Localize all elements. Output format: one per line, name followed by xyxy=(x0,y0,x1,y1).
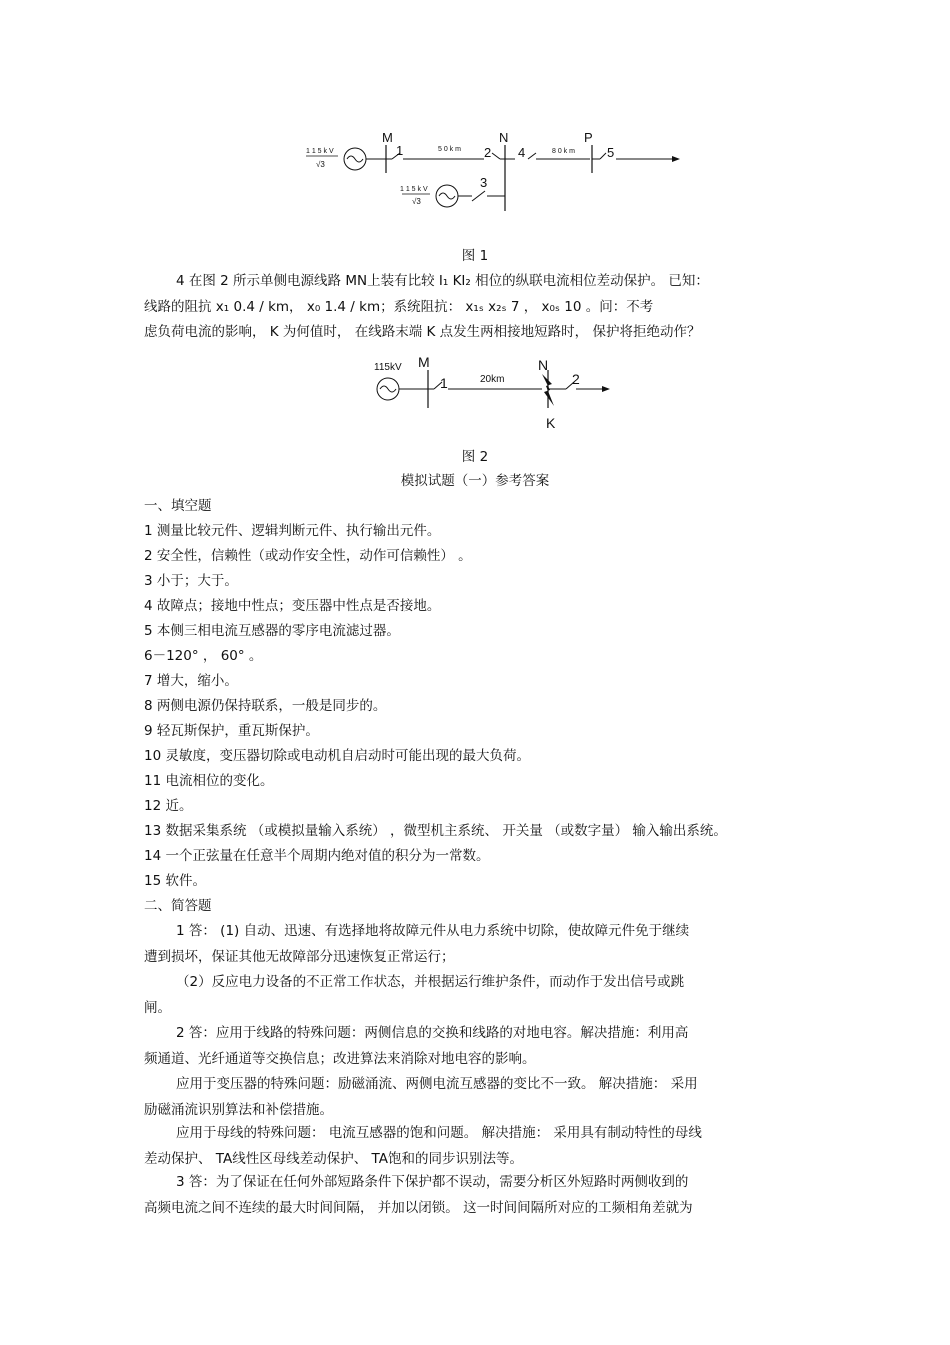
fig2-label-k: K xyxy=(546,415,556,431)
fig2-label-2: 2 xyxy=(572,371,580,387)
answer-paragraph-line: （2）反应电力设备的不正常工作状态，并根据运行维护条件，而动作于发出信号或跳 xyxy=(176,974,685,990)
q4-line-1: 4 在图 2 所示单侧电源线路 MN上装有比较 I₁ KI₂ 相位的纵联电流相位差动保护。 已知： xyxy=(176,273,709,289)
answer-item: 8 两侧电源仍保持联系，一般是同步的。 xyxy=(144,698,387,714)
answer-item: 5 本侧三相电流互感器的零序电流滤过器。 xyxy=(144,623,400,639)
answer-paragraph-line: 1 答： (1) 自动、迅速、有选择地将故障元件从电力系统中切除，使故障元件免于继续 xyxy=(176,923,690,939)
fig2-label-1: 1 xyxy=(440,375,448,391)
fig1-label-m: M xyxy=(382,130,393,145)
answer-item: 11 电流相位的变化。 xyxy=(144,773,274,789)
answer-item: 3 小于；大于。 xyxy=(144,573,238,589)
answer-item: 13 数据采集系统 （或模拟量输入系统） ，微型机主系统、 开关量 （或数字量） 输入输出系统。 xyxy=(144,823,727,839)
q4-line-3: 虑负荷电流的影响， K 为何值时， 在线路末端 K 点发生两相接地短路时， 保护将拒绝动作？ xyxy=(144,324,701,340)
figure-1-diagram xyxy=(300,125,690,220)
answer-paragraph-line: 遭到损坏，保证其他无故障部分迅速恢复正常运行； xyxy=(144,949,455,965)
fig2-dist: 20km xyxy=(480,374,505,385)
answer-item: 14 一个正弦量在任意半个周期内绝对值的积分为一常数。 xyxy=(144,848,490,864)
answer-item: 9 轻瓦斯保护，重瓦斯保护。 xyxy=(144,723,319,739)
answer-paragraph-line: 应用于变压器的特殊问题：励磁涌流、两侧电流互感器的变比不一致。 解决措施： 采用 xyxy=(176,1076,698,1092)
section-1-heading: 一、填空题 xyxy=(144,498,212,514)
fig1-label-5: 5 xyxy=(607,145,615,160)
answers-title: 模拟试题（一）参考答案 xyxy=(400,473,550,489)
answer-item: 4 故障点；接地中性点；变压器中性点是否接地。 xyxy=(144,598,441,614)
figure-1-caption: 图 1 xyxy=(461,248,489,264)
answer-item: 12 近。 xyxy=(144,798,193,814)
arrow-right-icon xyxy=(602,386,610,392)
figure-2-caption: 图 2 xyxy=(461,449,489,465)
answer-paragraph-line: 高频电流之间不连续的最大时间间隔， 并加以闭锁。 这一时间间隔所对应的工频相角差就为 xyxy=(144,1200,693,1216)
answer-item: 6－120° ， 60° 。 xyxy=(144,648,263,664)
q4-line-2: 线路的阻抗 x₁ 0.4 / km， x₀ 1.4 / km；系统阻抗： x₁ₛ x₂ₛ 7 ， x₀ₛ 10 。问：不考 xyxy=(144,299,654,315)
answer-item: 10 灵敏度，变压器切除或电动机自启动时可能出现的最大负荷。 xyxy=(144,748,530,764)
fig1-label-p: P xyxy=(584,130,593,145)
fig1-src1-sqrt: √3 xyxy=(316,160,325,169)
fig2-label-n: N xyxy=(538,357,549,373)
fig1-src2-sqrt: √3 xyxy=(412,197,421,206)
fig1-src2-kv: 1 1 5 k V xyxy=(400,186,428,193)
answer-paragraph-line: 频通道、光纤通道等交换信息；改进算法来消除对地电容的影响。 xyxy=(144,1051,536,1067)
answer-paragraph-line: 2 答：应用于线路的特殊问题：两侧信息的交换和线路的对地电容。解决措施：利用高 xyxy=(176,1025,689,1041)
fig2-src-kv: 115kV xyxy=(374,362,402,373)
fig1-label-n: N xyxy=(499,130,509,145)
fig1-label-4: 4 xyxy=(518,145,526,160)
fig1-label-2: 2 xyxy=(484,145,492,160)
answer-item: 1 测量比较元件、逻辑判断元件、执行输出元件。 xyxy=(144,523,441,539)
fig2-label-m: M xyxy=(418,354,430,370)
figure-2-diagram xyxy=(370,350,620,435)
fig1-dist-80km: 8 0 k m xyxy=(552,148,575,155)
answer-item: 2 安全性，信赖性（或动作安全性，动作可信赖性） 。 xyxy=(144,548,472,564)
answer-paragraph-line: 差动保护、 TA线性区母线差动保护、 TA饱和的同步识别法等。 xyxy=(144,1151,523,1167)
answer-paragraph-line: 励磁涌流识别算法和补偿措施。 xyxy=(144,1102,333,1118)
fig1-src1-kv: 1 1 5 k V xyxy=(306,148,334,155)
fig1-dist-50km: 5 0 k m xyxy=(438,146,461,153)
answer-item: 7 增大，缩小。 xyxy=(144,673,238,689)
answer-item: 15 软件。 xyxy=(144,873,206,889)
answer-paragraph-line: 闸。 xyxy=(144,1000,171,1016)
fig1-label-1: 1 xyxy=(396,143,404,158)
arrow-right-icon xyxy=(672,156,680,162)
fig1-label-3: 3 xyxy=(480,175,488,190)
answer-paragraph-line: 3 答：为了保证在任何外部短路条件下保护都不误动，需要分析区外短路时两侧收到的 xyxy=(176,1174,689,1190)
section-2-heading: 二、简答题 xyxy=(144,898,212,914)
answer-paragraph-line: 应用于母线的特殊问题： 电流互感器的饱和问题。 解决措施： 采用具有制动特性的母线 xyxy=(176,1125,702,1141)
